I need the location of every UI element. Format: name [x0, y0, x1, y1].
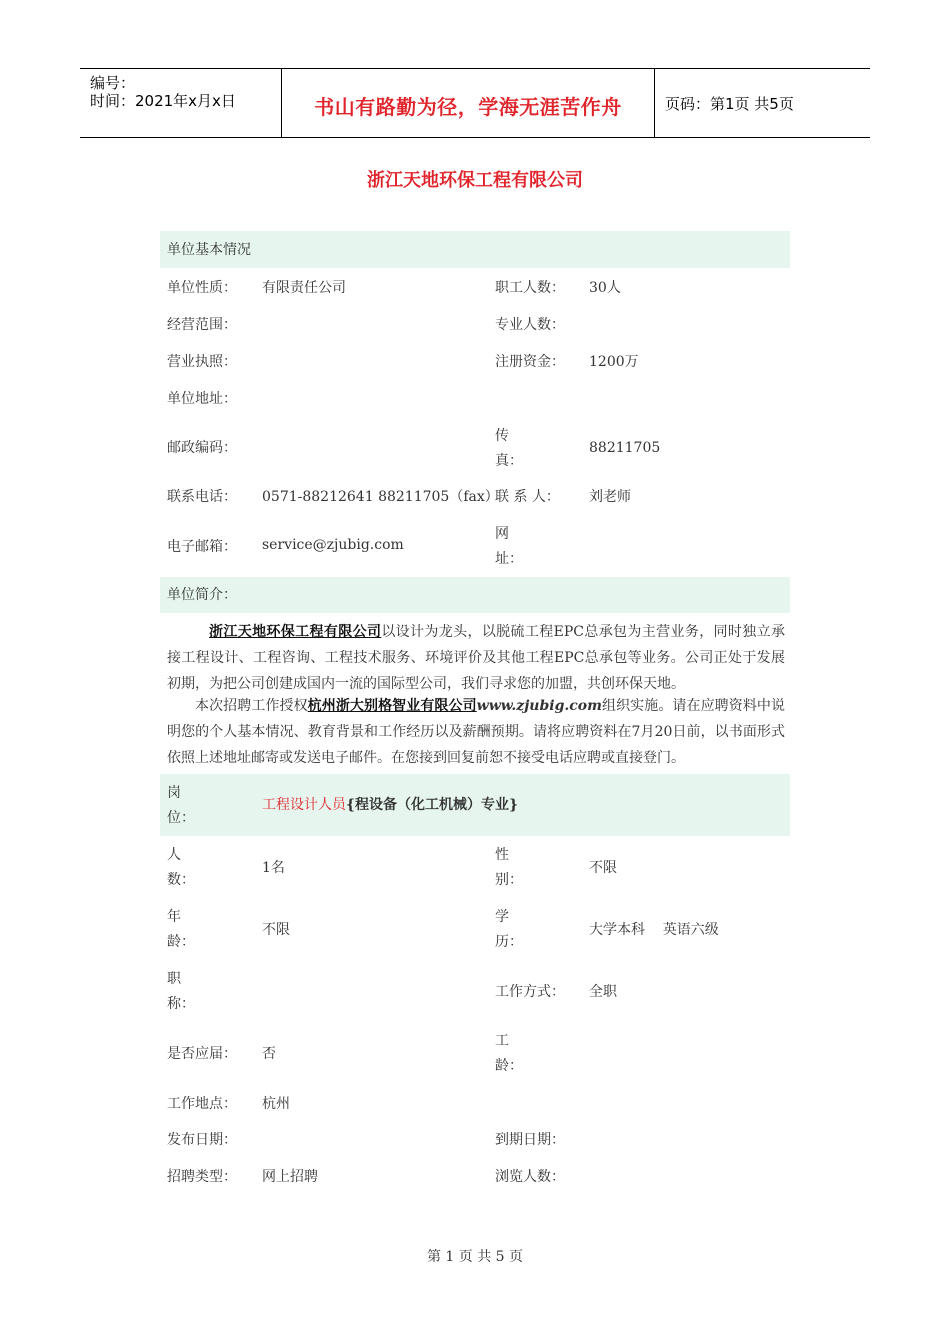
page-footer: 第 1 页 共 5 页: [426, 1249, 524, 1265]
fresh-value: 否: [262, 1046, 276, 1062]
edu-value: 大学本科 英语六级: [589, 922, 719, 938]
staff-label: 职工人数：: [495, 280, 565, 296]
header-page-cell: [655, 69, 870, 137]
staff-value: 30人: [589, 280, 621, 296]
nature-value: 有限责任公司: [262, 280, 346, 296]
count-value: 1名: [262, 860, 285, 876]
company-title: 浙江天地环保工程有限公司: [367, 170, 583, 191]
company-link[interactable]: 浙江天地环保工程有限公司: [209, 624, 382, 640]
nature-label: 单位性质：: [167, 280, 237, 296]
contact-label: 联 系 人：: [495, 489, 560, 505]
post-label-bottom: 位：: [167, 810, 195, 826]
doc-time-label: 时间：2021年x月x日: [90, 92, 236, 110]
age-value: 不限: [262, 922, 290, 938]
agent-link[interactable]: 杭州浙大别格智业有限公司: [307, 698, 477, 714]
fax-label-bottom: 真：: [495, 453, 523, 469]
title-label-bottom: 称：: [167, 996, 195, 1012]
fax-value: 88211705: [589, 440, 661, 456]
age-label-bottom: 龄：: [167, 934, 195, 950]
fresh-label: 是否应届：: [167, 1046, 237, 1062]
header-meta-cell: [80, 69, 280, 137]
intro-p2-a: 本次招聘工作授权: [195, 698, 308, 714]
postcode-label: 邮政编码：: [167, 440, 237, 456]
email-label: 电子邮箱：: [167, 539, 237, 555]
website-label-bottom: 址：: [495, 551, 523, 567]
title-label-top: 职: [167, 971, 181, 987]
intro-heading: 单位简介：: [167, 587, 237, 603]
count-label-bottom: 数：: [167, 872, 195, 888]
mode-label: 工作方式：: [495, 984, 565, 1000]
views-label: 浏览人数：: [495, 1169, 565, 1185]
place-label: 工作地点：: [167, 1096, 237, 1112]
page-indicator: 页码：第1页 共5页: [665, 95, 794, 113]
doc-number-label: 编号：: [90, 74, 136, 92]
gender-label-bottom: 别：: [495, 872, 523, 888]
publish-label: 发布日期：: [167, 1132, 237, 1148]
basic-info-heading: 单位基本情况: [167, 242, 251, 258]
expire-label: 到期日期：: [495, 1132, 565, 1148]
age-label-top: 年: [167, 909, 181, 925]
license-label: 营业执照：: [167, 354, 237, 370]
intro-header: [160, 577, 790, 613]
intro-p2-b: 组织实施。请在应聘资料中说明您的个人基本情况、教育背景和工作经历以及薪酬预期。请将应聘资料在7月20日前，以书面形式依照上述地址邮寄或发送电子邮件。在您接到回复前恕不接受电话应聘或直接登门。: [167, 698, 786, 766]
basic-info-header: [160, 231, 790, 268]
gender-value: 不限: [589, 860, 617, 876]
phone-value: 0571-88212641 88211705（fax）: [262, 489, 499, 505]
count-label-top: 人: [167, 847, 181, 863]
post-title-name: 工程设计人员: [262, 797, 346, 813]
intro-paragraph-1: [167, 619, 785, 697]
post-title-detail: {程设备（化工机械）专业}: [346, 797, 519, 813]
edu-label-bottom: 历：: [495, 934, 523, 950]
header-motto-cell: [281, 69, 655, 137]
email-value[interactable]: service@zjubig.com: [262, 537, 404, 553]
post-label-top: 岗: [167, 785, 181, 801]
scope-label: 经营范围：: [167, 317, 237, 333]
edu-label-top: 学: [495, 909, 509, 925]
fax-label-top: 传: [495, 428, 509, 444]
capital-value: 1200万: [589, 354, 639, 370]
intro-paragraph-2: [167, 693, 785, 771]
agent-url[interactable]: www.zjubig.com: [476, 698, 602, 714]
type-value: 网上招聘: [262, 1169, 318, 1185]
phone-label: 联系电话：: [167, 489, 237, 505]
post-title: [262, 793, 518, 817]
seniority-label-bottom: 龄：: [495, 1058, 523, 1074]
place-value: 杭州: [262, 1096, 290, 1112]
intro-p1-text: 以设计为龙头，以脱硫工程EPC总承包为主营业务，同时独立承接工程设计、工程咨询、工程技术服务、环境评价及其他工程EPC总承包等业务。公司正处于发展初期，为把公司创建成国内一流的国际型公司，我们寻求您的加盟，共创环保天地。: [167, 624, 785, 692]
website-label-top: 网: [495, 526, 509, 542]
capital-label: 注册资金：: [495, 354, 565, 370]
gender-label-top: 性: [495, 847, 509, 863]
pro-staff-label: 专业人数：: [495, 317, 565, 333]
address-label: 单位地址：: [167, 391, 237, 407]
document-header: [80, 68, 870, 138]
motto: 书山有路勤为径，学海无涯苦作舟: [314, 95, 622, 119]
type-label: 招聘类型：: [167, 1169, 237, 1185]
mode-value: 全职: [589, 984, 617, 1000]
contact-value: 刘老师: [589, 489, 631, 505]
seniority-label-top: 工: [495, 1033, 509, 1049]
